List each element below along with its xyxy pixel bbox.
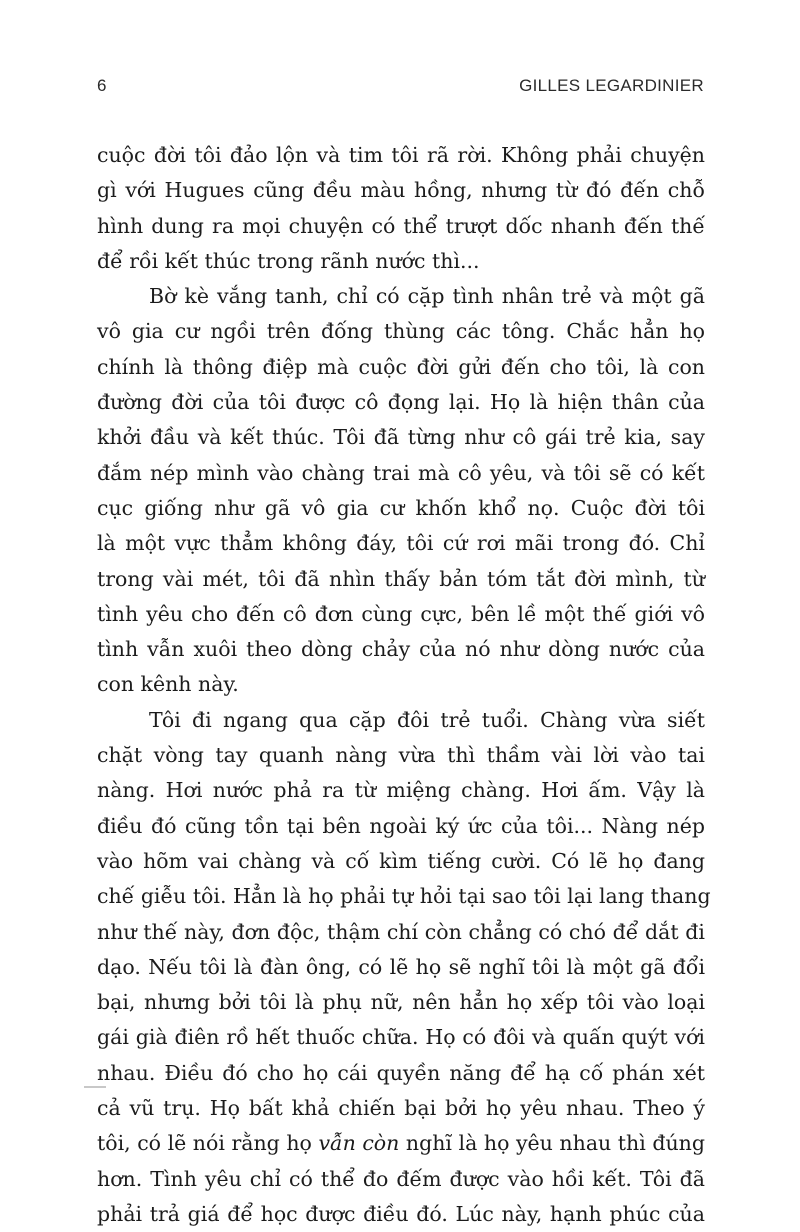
text-segment: tôi, có lẽ nói rằng họ <box>97 1131 319 1156</box>
text-line: cuộc đời tôi đảo lộn và tim tôi rã rời. Không phải chuyện <box>97 143 705 167</box>
text-line: đắm nép mình vào chàng trai mà cô yêu, và tôi sẽ có kết <box>97 460 705 485</box>
paragraph-2 <box>97 279 705 703</box>
author-name: GILLES LEGARDINIER <box>519 76 704 95</box>
text-line: vô gia cư ngồi trên đống thùng các tông. Chắc hẳn họ <box>97 319 705 344</box>
text-line: cả vũ trụ. Họ bất khả chiến bại bởi họ yêu nhau. Theo ý <box>97 1096 705 1121</box>
text-line: chính là thông điệp mà cuộc đời gửi đến cho tôi, là con <box>97 354 705 379</box>
text-line: chặt vòng tay quanh nàng vừa thì thầm vài lời vào tai <box>97 743 705 768</box>
text-line: hơn. Tình yêu chỉ có thể đo đếm được vào hồi kết. Tôi đã <box>97 1166 705 1191</box>
text-segment: nghĩ là họ yêu nhau thì đúng <box>399 1131 705 1156</box>
text-line: trong vài mét, tôi đã nhìn thấy bản tóm tắt đời mình, từ <box>97 566 705 591</box>
text-line: gái già điên rồ hết thuốc chữa. Họ có đôi và quấn quýt với <box>97 1025 705 1050</box>
text-line: như thế này, đơn độc, thậm chí còn chẳng có chó để dắt đi <box>97 919 705 944</box>
text-line: bại, nhưng bởi tôi là phụ nữ, nên hẳn họ xếp tôi vào loại <box>97 990 705 1015</box>
paragraph-3 <box>97 703 711 1232</box>
text-line: chế giễu tôi. Hẳn là họ phải tự hỏi tại sao tôi lại lang thang <box>97 884 711 909</box>
text-line: dạo. Nếu tôi là đàn ông, có lẽ họ sẽ nghĩ tôi là một gã đổi <box>97 954 705 979</box>
text-line: cục giống như gã vô gia cư khốn khổ nọ. Cuộc đời tôi <box>97 495 705 520</box>
text-line: nhau. Điều đó cho họ cái quyền năng để hạ cố phán xét <box>97 1060 705 1085</box>
text-line: con kênh này. <box>97 672 239 697</box>
text-line: là một vực thẳm không đáy, tôi cứ rơi mãi trong đó. Chỉ <box>97 531 705 556</box>
text-line: tình yêu cho đến cô đơn cùng cực, bên lề một thế giới vô <box>97 601 705 626</box>
text-line: gì với Hugues cũng đều màu hồng, nhưng từ đó đến chỗ <box>97 178 705 203</box>
text-line: để rồi kết thúc trong rãnh nước thì... <box>97 248 480 273</box>
text-line: điều đó cũng tồn tại bên ngoài ký ức của tôi... Nàng nép <box>97 813 705 838</box>
text-line: Tôi đi ngang qua cặp đôi trẻ tuổi. Chàng vừa siết <box>149 707 705 732</box>
text-line: Bờ kè vắng tanh, chỉ có cặp tình nhân trẻ và một gã <box>149 284 705 309</box>
running-header <box>97 76 704 100</box>
text-line: khởi đầu và kết thúc. Tôi đã từng như cô gái trẻ kia, say <box>97 425 705 450</box>
text-line: hình dung ra mọi chuyện có thể trượt dốc nhanh đến thế <box>97 213 705 238</box>
paragraph-1 <box>97 138 705 279</box>
text-line: phải trả giá để học được điều đó. Lúc này, hạnh phúc của <box>97 1201 705 1226</box>
text-line: đường đời của tôi được cô đọng lại. Họ là hiện thân của <box>97 390 705 415</box>
page-number: 6 <box>97 76 107 95</box>
text-line: vào hõm vai chàng và cố kìm tiếng cười. Có lẽ họ đang <box>97 848 705 873</box>
text-line: nàng. Hơi nước phả ra từ miệng chàng. Hơi ấm. Vậy là <box>97 778 705 803</box>
text-line-with-italic <box>97 1126 705 1161</box>
text-line: tình vẫn xuôi theo dòng chảy của nó như dòng nước của <box>97 637 705 662</box>
body-text <box>97 138 711 1232</box>
margin-pencil-mark <box>84 1086 106 1088</box>
italic-emphasis: vẫn còn <box>318 1131 400 1156</box>
